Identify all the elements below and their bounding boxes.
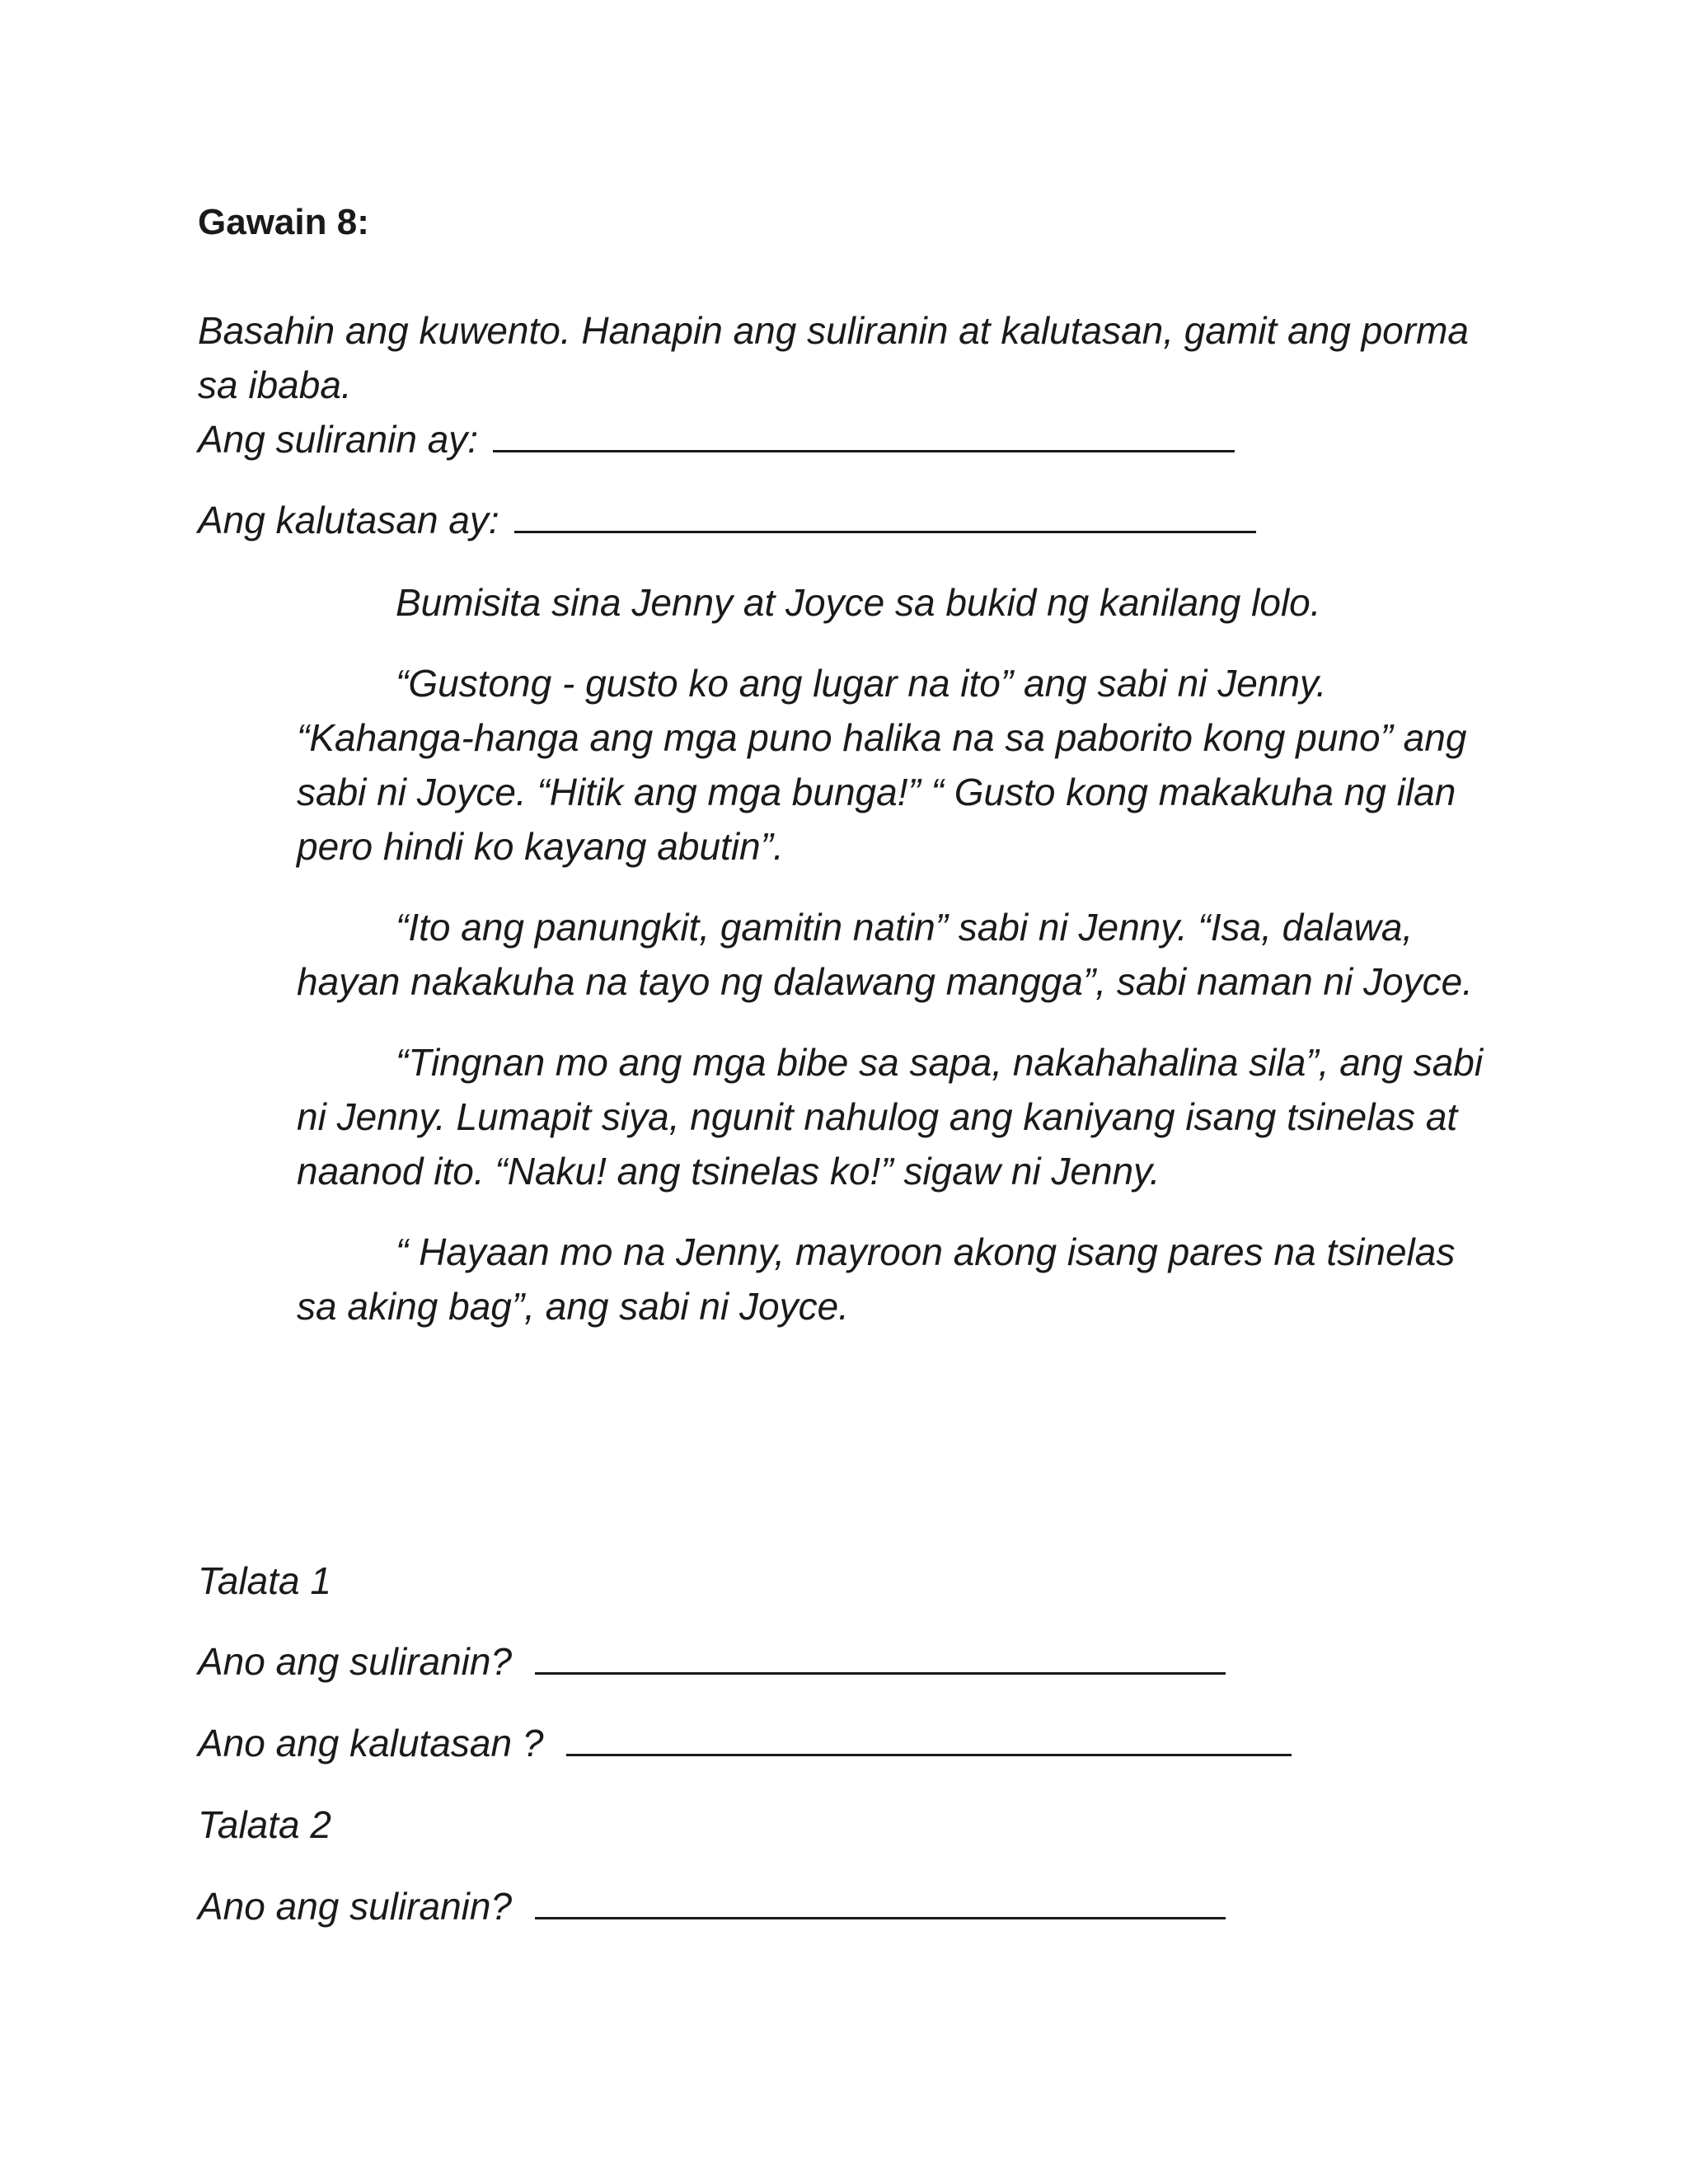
story-body xyxy=(297,575,1492,1360)
story-paragraph-2: “Gustong - gusto ko ang lugar na ito” ang sabi ni Jenny. “Kahanga-hanga ang mga puno halika na sa paborito kong puno” ang sabi ni Joyce. “Hitik ang mga bunga!” “ Gusto kong makakuha ng ilan pero hindi ko kayang abutin”. xyxy=(297,662,1467,868)
activity-title: Gawain 8: xyxy=(198,202,369,242)
instructions-text: Basahin ang kuwento. Hanapin ang suliranin at kalutasan, gamit ang porma sa ibaba. xyxy=(198,309,1469,406)
story-paragraph-5: “ Hayaan mo na Jenny, mayroon akong isang pares na tsinelas sa aking bag”, ang sabi ni Joyce. xyxy=(297,1230,1456,1328)
q1-problem-row xyxy=(198,1634,1226,1689)
solution-field-row xyxy=(198,493,1256,547)
story-paragraph-3: “Ito ang panungkit, gamitin natin” sabi ni Jenny. “Isa, dalawa, hayan nakakuha na tayo ng dalawang mangga”, sabi naman ni Joyce. xyxy=(297,906,1473,1003)
problem-field-row xyxy=(198,412,1235,466)
q1-problem-blank-line[interactable] xyxy=(535,1639,1226,1675)
solution-label: Ang kalutasan ay: xyxy=(198,499,499,541)
story-paragraph-1: Bumisita sina Jenny at Joyce sa bukid ng kanilang lolo. xyxy=(396,581,1321,624)
q1-solution-blank-line[interactable] xyxy=(566,1721,1292,1756)
q2-problem-row xyxy=(198,1879,1226,1933)
story-paragraph-4: “Tingnan mo ang mga bibe sa sapa, nakahahalina sila”, ang sabi ni Jenny. Lumapit siya, ngunit nahulog ang kaniyang isang tsinelas at naanod ito. “Naku! ang tsinelas ko!” sigaw ni Jenny. xyxy=(297,1041,1484,1193)
talata-1-heading: Talata 1 xyxy=(198,1559,331,1602)
q2-problem-label: Ano ang suliranin? xyxy=(198,1885,513,1928)
solution-blank-line[interactable] xyxy=(514,498,1256,533)
q1-problem-label: Ano ang suliranin? xyxy=(198,1640,513,1683)
talata-2-heading: Talata 2 xyxy=(198,1803,331,1846)
problem-label: Ang suliranin ay: xyxy=(198,418,479,461)
q1-solution-label: Ano ang kalutasan ? xyxy=(198,1722,544,1765)
q1-solution-row xyxy=(198,1716,1292,1770)
problem-blank-line[interactable] xyxy=(493,417,1235,452)
q2-problem-blank-line[interactable] xyxy=(535,1884,1226,1919)
